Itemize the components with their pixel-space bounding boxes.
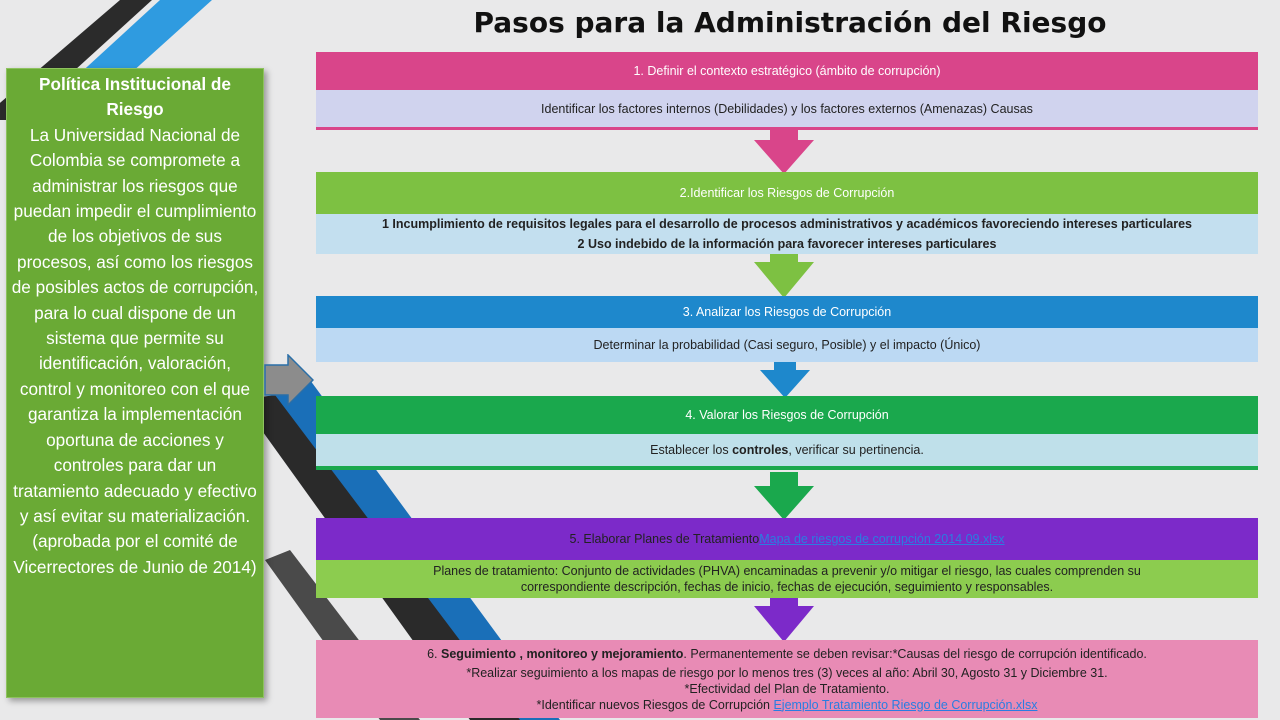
step-4-text: , verificar su pertinencia. (788, 443, 924, 457)
step-6-line: *Realizar seguimiento a los mapas de riesgo por lo menos tres (3) veces al año: Abril 30, Agosto 31 y Diciembre 31. (466, 665, 1108, 680)
down-arrow-icon (754, 254, 814, 298)
step-4-text: Establecer los (650, 443, 733, 457)
step-5-line: correspondiente descripción, fechas de inicio, fechas de ejecución, seguimiento y responsables. (520, 580, 1054, 594)
step-1-line: Identificar los factores internos (Debilidades) y los factores externos (Amenazas) Causas (541, 101, 1033, 116)
step-6 (316, 640, 1258, 718)
step-1-body (316, 90, 1258, 130)
step-5-header-text: 5. Elaborar Planes de Tratamiento (569, 532, 760, 546)
down-arrow-icon (760, 362, 810, 398)
step-6-line (427, 646, 1147, 662)
down-arrow-icon (754, 598, 814, 642)
step-5-header (316, 518, 1258, 560)
step-2-header: 2.Identificar los Riesgos de Corrupción (316, 172, 1258, 214)
example-link[interactable]: Ejemplo Tratamiento Riesgo de Corrupción.xlsx (773, 697, 1038, 712)
step-6-text: . Permanentemente se deben revisar:*Causas del riesgo de corrupción identificado. (683, 646, 1147, 661)
step-2-line: 2 Uso indebido de la información para favorecer intereses particulares (577, 237, 997, 251)
step-1-header: 1. Definir el contexto estratégico (ámbito de corrupción) (316, 52, 1258, 90)
step-5 (316, 518, 1258, 598)
step-4-line (650, 442, 924, 458)
step-4-bold-text: controles (732, 443, 789, 457)
right-arrow-icon (264, 354, 314, 406)
step-2-line: 1 Incumplimiento de requisitos legales para el desarrollo de procesos administrativos y académicos favoreciendo intereses particulares (381, 217, 1193, 231)
step-5-body (316, 560, 1258, 598)
down-arrow-icon (754, 130, 814, 174)
step-3 (316, 296, 1258, 362)
step-3-header: 3. Analizar los Riesgos de Corrupción (316, 296, 1258, 328)
step-5-line: Planes de tratamiento: Conjunto de actividades (PHVA) encaminadas a prevenir y/o mitigar el riesgo, las cuales comprenden su (433, 564, 1141, 578)
step-3-body (316, 328, 1258, 362)
step-6-body (316, 640, 1258, 718)
step-2 (316, 172, 1258, 254)
map-link[interactable]: Mapa de riesgos de corrupción 2014 09.xlsx (759, 532, 1005, 546)
page-title: Pasos para la Administración del Riesgo (473, 6, 1107, 39)
step-6-bold-text: Seguimiento , monitoreo y mejoramiento (441, 646, 684, 661)
step-3-line: Determinar la probabilidad (Casi seguro, Posible) y el impacto (Único) (593, 338, 981, 352)
step-4-header: 4. Valorar los Riesgos de Corrupción (316, 396, 1258, 434)
step-6-line (537, 697, 1038, 713)
policy-text: La Universidad Nacional de Colombia se compromete a administrar los riesgos que puedan impedir el cumplimiento de los objetivos de sus procesos, así como los riesgos de posibles actos de corrupción, para lo cual dispone de un sistema que permite su identificación, valoración, control y monitoreo con el que garantiza la implementación oportuna de acciones y controles para dar un tratamiento adecuado y efectivo y así evitar su materialización. (aprobada por el comité de Vicerrectores de Junio de 2014) (11, 124, 259, 577)
step-6-line: *Efectividad del Plan de Tratamiento. (684, 681, 890, 696)
policy-panel (6, 68, 264, 698)
policy-title: Política Institucional de Riesgo (39, 74, 231, 120)
step-4 (316, 396, 1258, 470)
step-2-body (316, 214, 1258, 254)
step-4-body (316, 434, 1258, 470)
step-6-text: *Identificar nuevos Riesgos de Corrupción (536, 697, 774, 712)
step-6-text: 6. (427, 646, 442, 661)
step-1 (316, 52, 1258, 130)
down-arrow-icon (754, 472, 814, 520)
